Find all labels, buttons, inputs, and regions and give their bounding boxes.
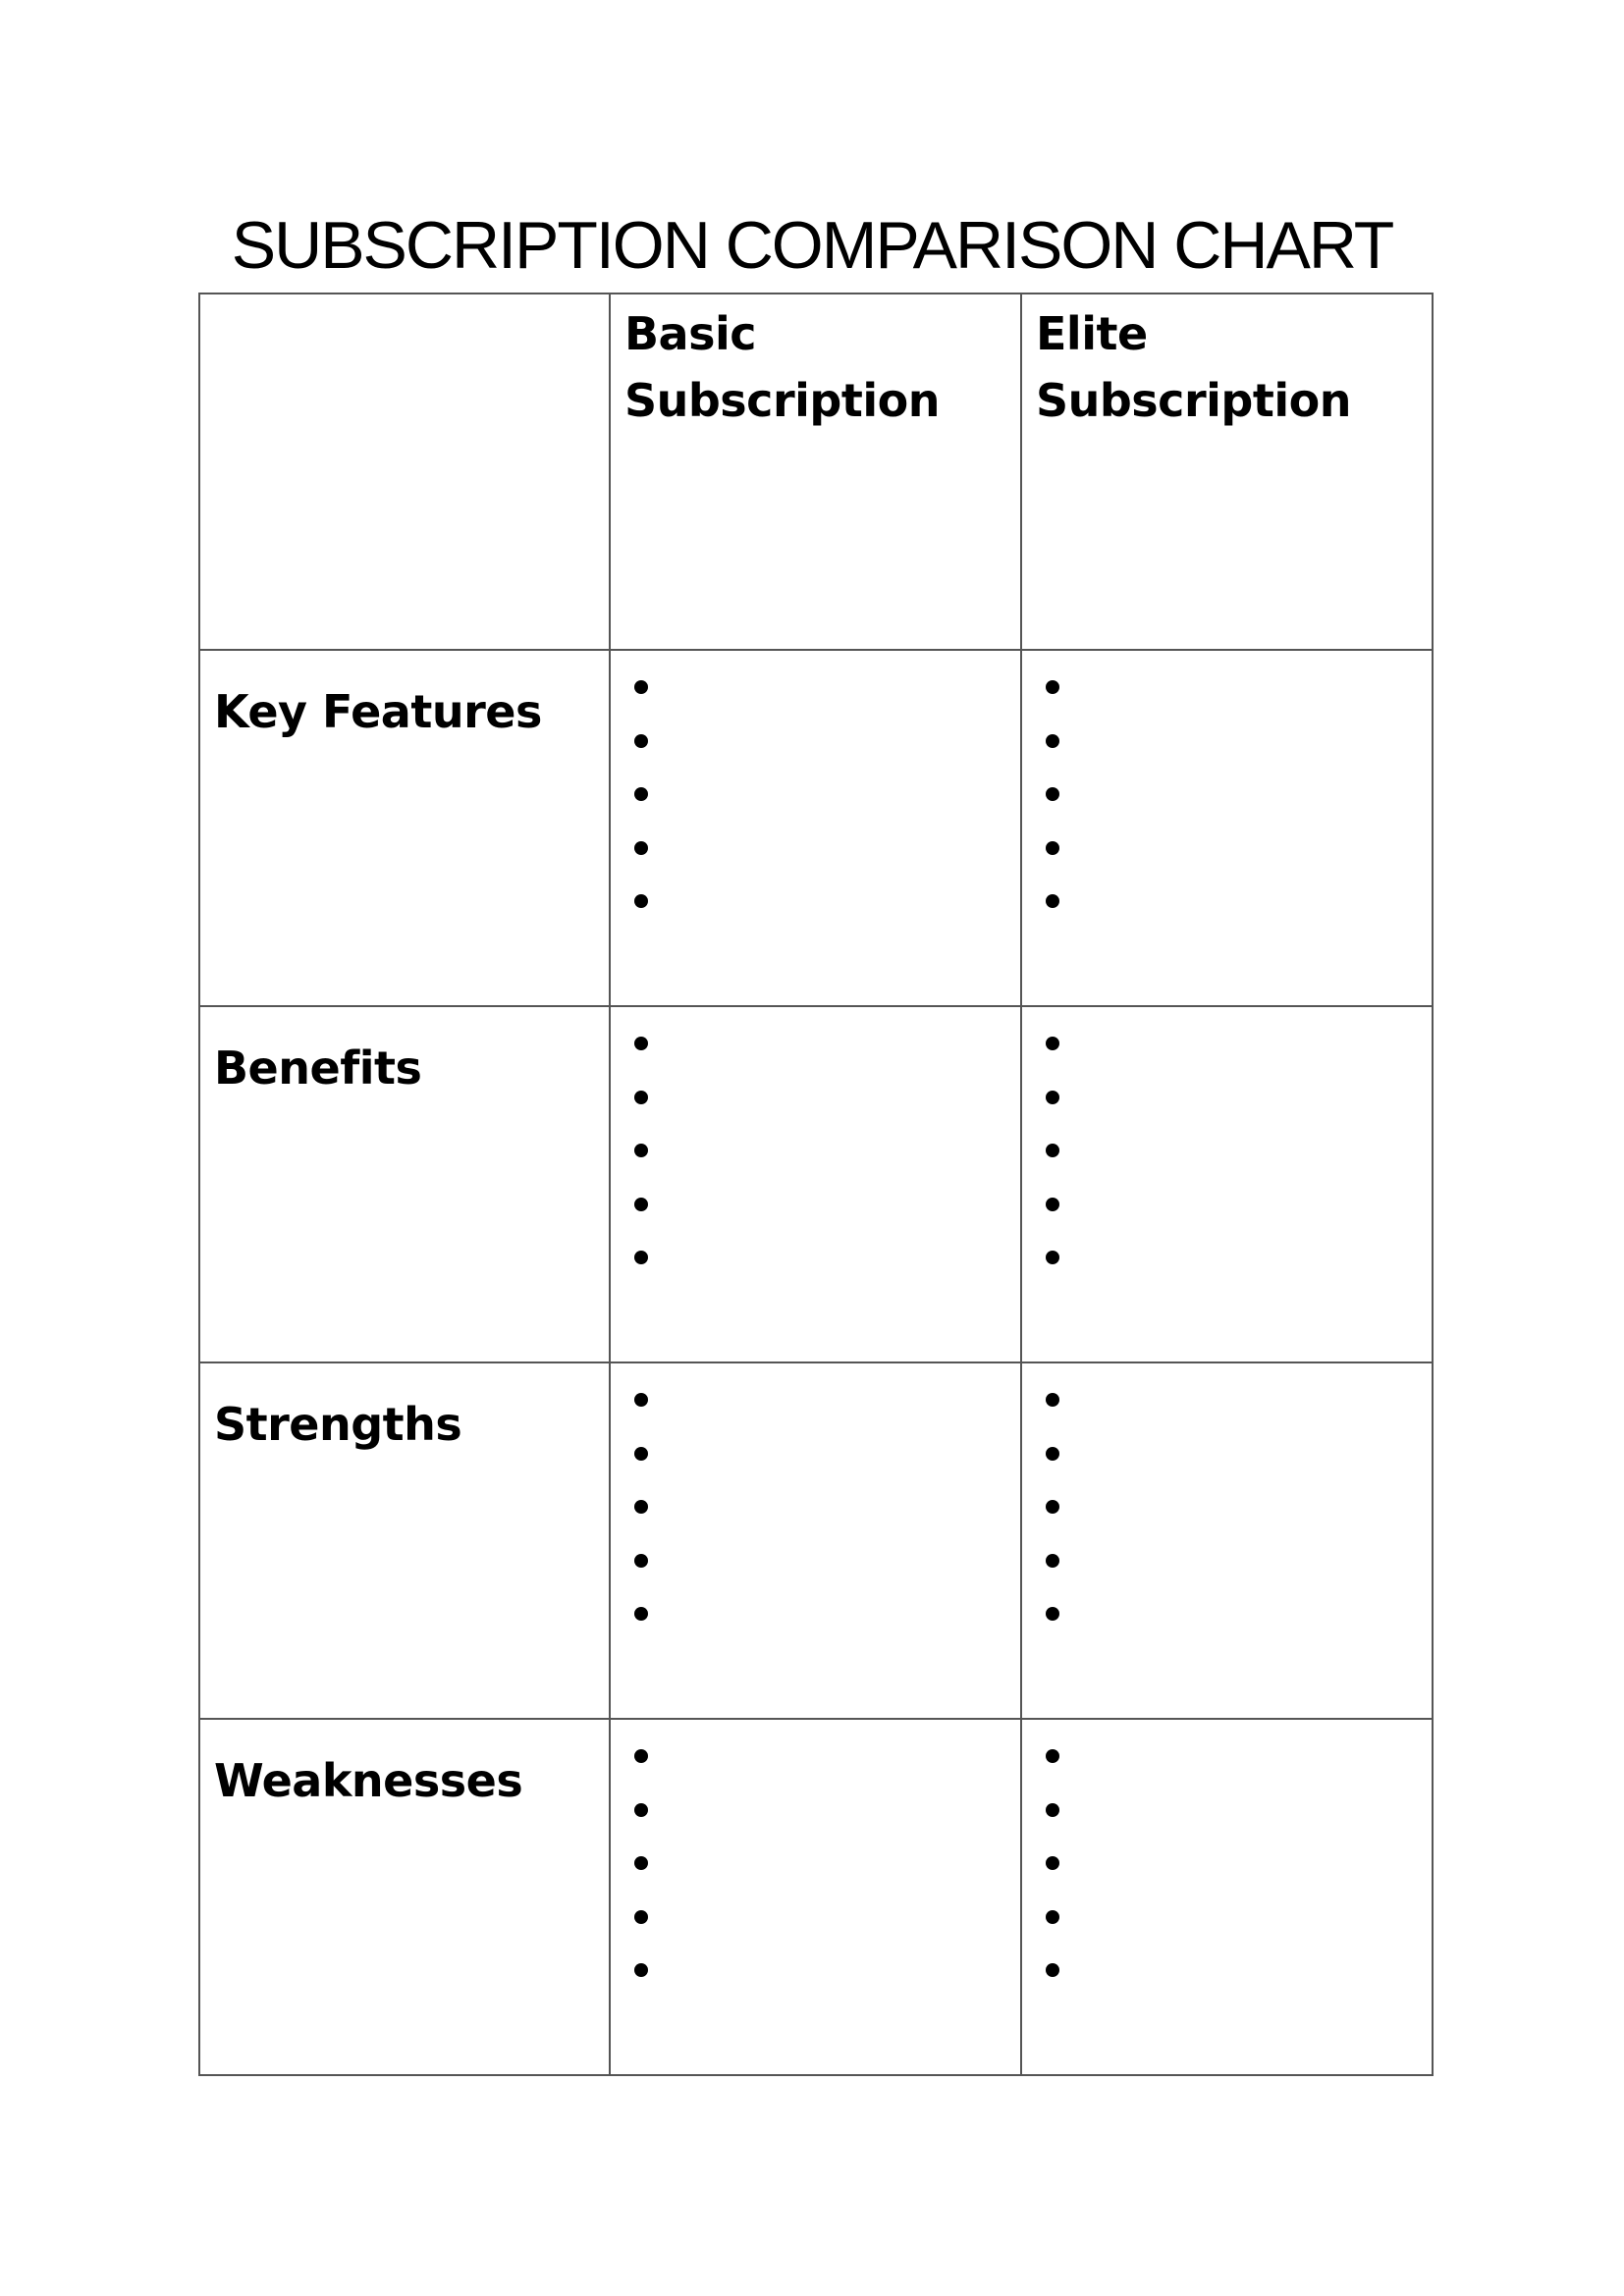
corner-cell (199, 294, 610, 650)
bullet-point (624, 1540, 1020, 1594)
basic-subscription-header (611, 294, 1020, 434)
elite-header-line2: Subscription (1036, 374, 1351, 427)
table-row (199, 1006, 1433, 1362)
bullet-point (624, 1433, 1020, 1487)
bullet-point (1036, 1237, 1432, 1291)
bullet-point (1036, 1023, 1432, 1077)
bullet-point (624, 1379, 1020, 1433)
bullet-point (1036, 721, 1432, 774)
row-label-strengths: Strengths (214, 1398, 462, 1451)
row-label-weaknesses: Weaknesses (214, 1754, 523, 1807)
bullet-point (624, 1130, 1020, 1184)
bullet-point (624, 774, 1020, 828)
table-row (199, 650, 1433, 1006)
bullet-point (624, 1486, 1020, 1540)
bullet-point (1036, 1379, 1432, 1433)
bullet-point (624, 828, 1020, 881)
bullet-point (624, 1184, 1020, 1238)
bullet-point (624, 1237, 1020, 1291)
bullet-point (624, 1842, 1020, 1896)
bullet-point (1036, 1077, 1432, 1131)
bullet-point (624, 721, 1020, 774)
elite-cell (1021, 1719, 1433, 2075)
basic-cell (610, 1362, 1021, 1719)
page-title: SUBSCRIPTION COMPARISON CHART (231, 208, 1393, 283)
bullet-point (624, 1593, 1020, 1647)
basic-cell (610, 650, 1021, 1006)
basic-header-line2: Subscription (624, 374, 940, 427)
bullet-point (624, 1735, 1020, 1789)
row-label-cell (199, 1719, 610, 2075)
elite-bullet-list (1022, 1363, 1432, 1647)
bullet-point (1036, 1130, 1432, 1184)
elite-header-line1: Elite (1036, 307, 1148, 360)
bullet-point (1036, 1184, 1432, 1238)
basic-bullet-list (611, 651, 1020, 934)
bullet-point (1036, 828, 1432, 881)
bullet-point (624, 1077, 1020, 1131)
elite-bullet-list (1022, 651, 1432, 934)
bullet-point (1036, 1735, 1432, 1789)
elite-subscription-header (1022, 294, 1432, 434)
bullet-point (624, 667, 1020, 721)
bullet-point (624, 1896, 1020, 1950)
elite-header-cell (1021, 294, 1433, 650)
comparison-table (198, 293, 1434, 2076)
bullet-point (1036, 1896, 1432, 1950)
bullet-point (1036, 881, 1432, 934)
elite-cell (1021, 1362, 1433, 1719)
basic-bullet-list (611, 1363, 1020, 1647)
table-row (199, 1719, 1433, 2075)
elite-bullet-list (1022, 1720, 1432, 2003)
bullet-point (1036, 1789, 1432, 1843)
table-row (199, 1362, 1433, 1719)
row-label-cell (199, 1362, 610, 1719)
bullet-point (1036, 1486, 1432, 1540)
bullet-point (624, 1023, 1020, 1077)
bullet-point (1036, 1949, 1432, 2003)
basic-bullet-list (611, 1007, 1020, 1291)
header-row (199, 294, 1433, 650)
bullet-point (1036, 1842, 1432, 1896)
bullet-point (1036, 1593, 1432, 1647)
bullet-point (1036, 1540, 1432, 1594)
bullet-point (624, 881, 1020, 934)
basic-header-line1: Basic (624, 307, 757, 360)
basic-bullet-list (611, 1720, 1020, 2003)
elite-cell (1021, 650, 1433, 1006)
row-label-key-features: Key Features (214, 685, 542, 738)
bullet-point (1036, 774, 1432, 828)
row-label-cell (199, 650, 610, 1006)
row-label-benefits: Benefits (214, 1041, 422, 1095)
basic-header-cell (610, 294, 1021, 650)
bullet-point (1036, 1433, 1432, 1487)
basic-cell (610, 1719, 1021, 2075)
bullet-point (624, 1789, 1020, 1843)
row-label-cell (199, 1006, 610, 1362)
bullet-point (1036, 667, 1432, 721)
basic-cell (610, 1006, 1021, 1362)
bullet-point (624, 1949, 1020, 2003)
elite-bullet-list (1022, 1007, 1432, 1291)
elite-cell (1021, 1006, 1433, 1362)
